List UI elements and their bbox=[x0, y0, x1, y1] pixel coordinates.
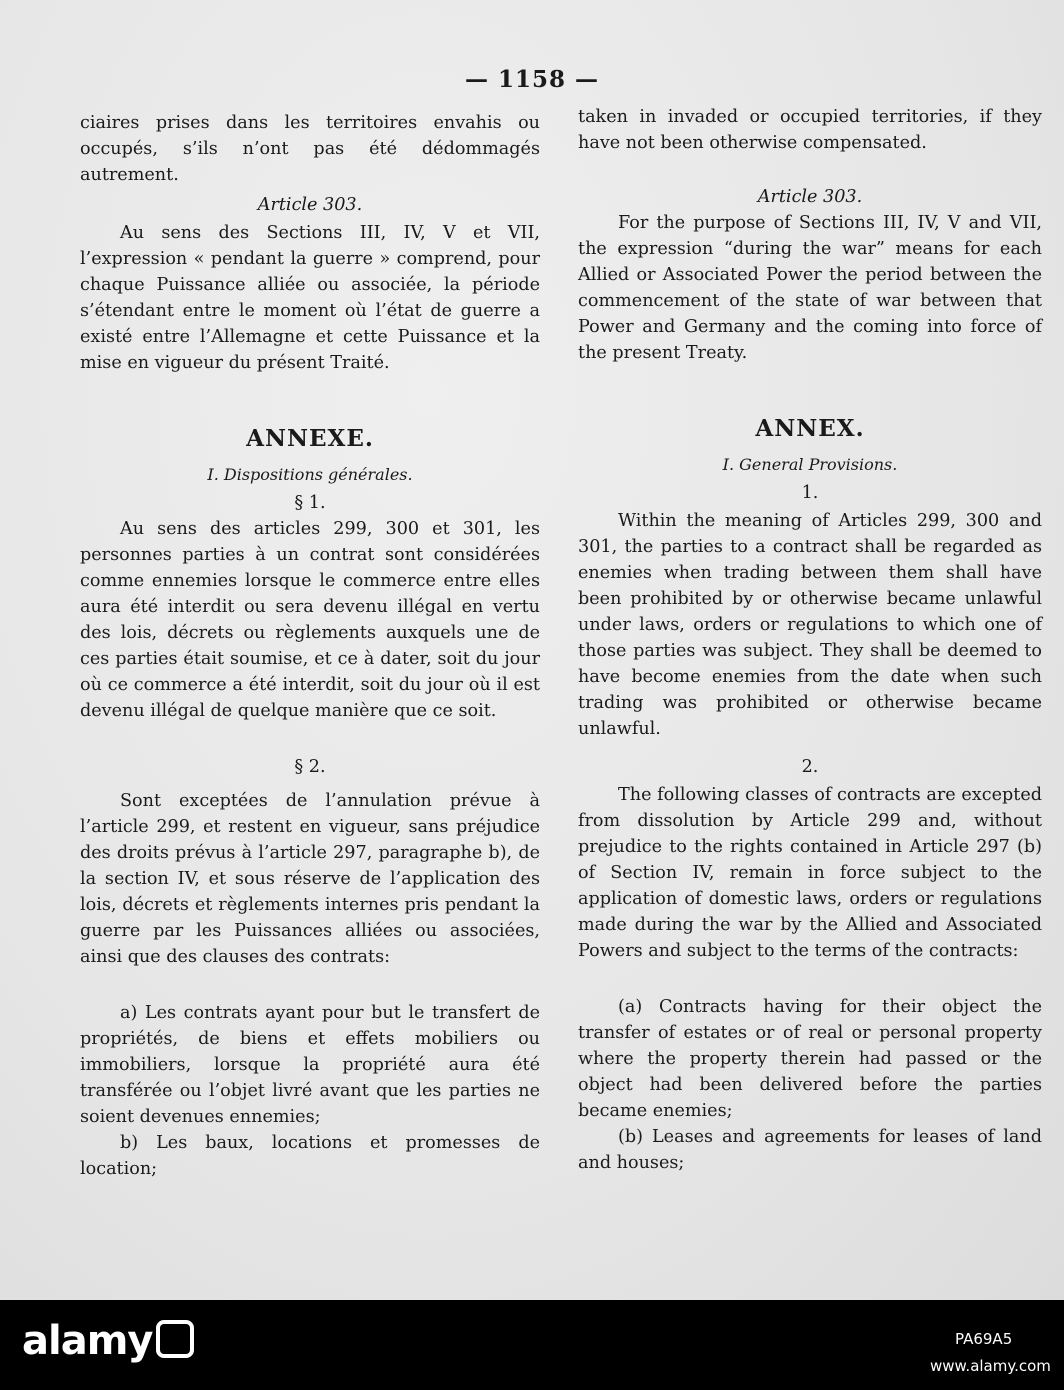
page-number: — 1158 — bbox=[464, 66, 600, 93]
french-section2-number: § 2. bbox=[294, 757, 326, 777]
brand-mark-icon bbox=[156, 1320, 194, 1358]
english-article-title: Article 303. bbox=[757, 187, 863, 207]
brand-name: alamy bbox=[22, 1318, 153, 1364]
english-annex-heading: ANNEX. bbox=[755, 415, 865, 442]
french-article-title: Article 303. bbox=[257, 195, 363, 215]
french-item-a: a) Les contrats ayant pour but le transfert de propriétés, de biens et effets mobiliers ou immobiliers, lorsque la propriété aura été transférée ou l’objet livré avant que les parties ne soient devenues ennemies; bbox=[80, 1003, 540, 1127]
french-section1-number: § 1. bbox=[294, 493, 326, 513]
image-id: PA69A5 bbox=[955, 1330, 1013, 1348]
brand-logo bbox=[22, 1318, 194, 1364]
french-article-text: Au sens des Sections III, IV, V et VII, l’expression « pendant la guerre » comprend, pour chaque Puissance alliée ou associée, la période s’étendant entre le moment où l’état de guerre a existé entre l’Allemagne et cette Puissance et la mise en vigueur du présent Traité. bbox=[80, 223, 540, 373]
english-article-text: For the purpose of Sections III, IV, V and VII, the expression “during the war” means for each Allied or Associated Power the period between the commencement of the state of war between that Power and Germany and the coming into force of the present Treaty. bbox=[578, 213, 1042, 363]
english-continued-text: taken in invaded or occupied territories, if they have not been otherwise compensated. bbox=[578, 107, 1042, 153]
english-section1-number: 1. bbox=[801, 483, 819, 503]
english-section2-number: 2. bbox=[801, 757, 819, 777]
english-section2-text: The following classes of contracts are excepted from dissolution by Article 299 and, without prejudice to the rights contained in Article 297 (b) of Section IV, remain in force subject to the application of domestic laws, orders or regulations made during the war by the Allied and Associated Powers and subject to the terms of the contracts: bbox=[578, 785, 1042, 961]
english-item-a: (a) Contracts having for their object the transfer of estates or of real or personal property where the property therein had passed or the object had been delivered before the parties became enemies; bbox=[578, 997, 1042, 1121]
english-item-b: (b) Leases and agreements for leases of land and houses; bbox=[578, 1127, 1042, 1173]
french-annex-subheading: I. Dispositions générales. bbox=[207, 465, 413, 484]
stock-url: www.alamy.com bbox=[930, 1357, 1051, 1375]
french-continued-text: ciaires prises dans les territoires envahis ou occupés, s’ils n’ont pas été dédommagés autrement. bbox=[80, 113, 540, 185]
french-item-b: b) Les baux, locations et promesses de location; bbox=[80, 1133, 540, 1179]
french-section1-text: Au sens des articles 299, 300 et 301, les personnes parties à un contrat sont considérées comme ennemies lorsque le commerce entre elles aura été interdit ou sera devenu illégal en vertu des lois, décrets ou règlements auxquels une de ces parties était soumise, et ce à dater, soit du jour où ce commerce a été interdit, soit du jour où il est devenu illégal de quelque manière que ce soit. bbox=[80, 519, 540, 721]
french-annex-heading: ANNEXE. bbox=[246, 425, 374, 452]
english-annex-subheading: I. General Provisions. bbox=[722, 455, 898, 474]
french-section2-text: Sont exceptées de l’annulation prévue à l’article 299, et restent en vigueur, sans préjudice des droits prévus à l’article 297, paragraphe b), de la section IV, et sous réserve de l’application des lois, décrets et règlements internes pris pendant la guerre par les Puissances alliées ou associées, ainsi que des clauses des contrats: bbox=[80, 791, 540, 967]
english-section1-text: Within the meaning of Articles 299, 300 and 301, the parties to a contract shall be regarded as enemies when trading between them shall have been prohibited by or otherwise became unlawful under laws, orders or regulations to which one of those parties was subject. They shall be deemed to have become enemies from the date when such trading was prohibited or otherwise became unlawful. bbox=[578, 511, 1042, 739]
